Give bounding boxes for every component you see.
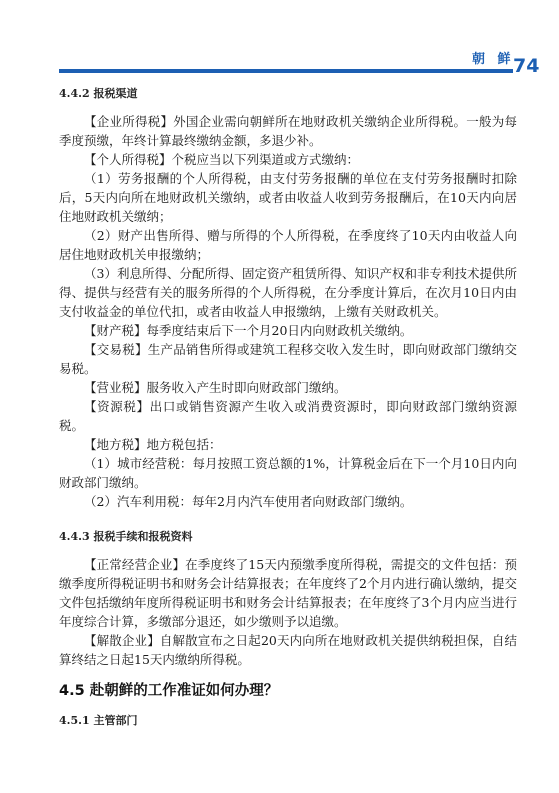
- section-heading-4-4-3: 4.4.3 报税手续和报税资料: [59, 530, 193, 543]
- paragraph-business-tax: 【营业税】服务收入产生时即向财政部门缴纳。: [84, 380, 347, 395]
- paragraph-resource-tax: 【资源税】出口或销售资源产生收入或消费资源时，即向财政部门缴纳资源税。: [59, 399, 517, 433]
- paragraph-local-tax: 【地方税】地方税包括：: [84, 437, 222, 452]
- paragraph-normal-enterprise: 【正常经营企业】在季度终了15天内预缴季度所得税，需提交的文件包括：预缴季度所得税证明书和财务会计结算报表；在年度终了2个月内进行确认缴纳，提交文件包括缴纳年度所得税证明书和财务会计结算报表；在年度终了3个月内应当进行年度综合计算，多缴部分退还，如少缴则予以追缴。: [59, 557, 517, 629]
- section-heading-4-5: 4.5 赴朝鲜的工作准证如何办理？: [59, 683, 279, 699]
- paragraph-dissolved-enterprise: 【解散企业】自解散宣布之日起20天内向所在地财政机关提供纳税担保，自结算终结之日起15天内缴纳所得税。: [59, 633, 517, 667]
- section-heading-4-5-1: 4.5.1 主管部门: [59, 714, 138, 727]
- paragraph-personal-income-tax: 【个人所得税】个税应当以下列渠道或方式缴纳：: [84, 152, 360, 167]
- paragraph-property-tax: 【财产税】每季度结束后下一个月20日内向财政机关缴纳。: [84, 323, 413, 338]
- running-header-country: 朝 鲜: [472, 52, 515, 67]
- paragraph-pit-item-1: （1）劳务报酬的个人所得税，由支付劳务报酬的单位在支付劳务报酬时扣除后，5天内向所在地财政机关缴纳，或者由收益人收到劳务报酬后，在10天内向居住地财政机关缴纳；: [59, 171, 517, 224]
- page-number: 74: [513, 55, 540, 77]
- paragraph-pit-item-3: （3）利息所得、分配所得、固定资产租赁所得、知识产权和非专利技术提供所得、提供与经营有关的服务所得的个人所得税，在分季度计算后，在次月10日内由支付收益金的单位代扣，或者由收益人申报缴纳，上缴有关财政机关。: [59, 266, 517, 319]
- paragraph-enterprise-income-tax: 【企业所得税】外国企业需向朝鲜所在地财政机关缴纳企业所得税。一般为每季度预缴，年终计算最终缴纳金额，多退少补。: [59, 114, 517, 148]
- paragraph-pit-item-2: （2）财产出售所得、赠与所得的个人所得税，在季度终了10天内由收益人向居住地财政机关申报缴纳；: [59, 228, 517, 262]
- page-body: [59, 80, 517, 739]
- header-rule: [59, 69, 513, 73]
- section-heading-4-4-2: 4.4.2 报税渠道: [59, 87, 138, 100]
- paragraph-transaction-tax: 【交易税】生产品销售所得或建筑工程移交收入发生时，即向财政部门缴纳交易税。: [59, 342, 517, 376]
- paragraph-local-tax-item-2: （2）汽车利用税：每年2月内汽车使用者向财政部门缴纳。: [84, 494, 413, 509]
- paragraph-local-tax-item-1: （1）城市经营税：每月按照工资总额的1%，计算税金后在下一个月10日内向财政部门缴纳。: [59, 456, 517, 490]
